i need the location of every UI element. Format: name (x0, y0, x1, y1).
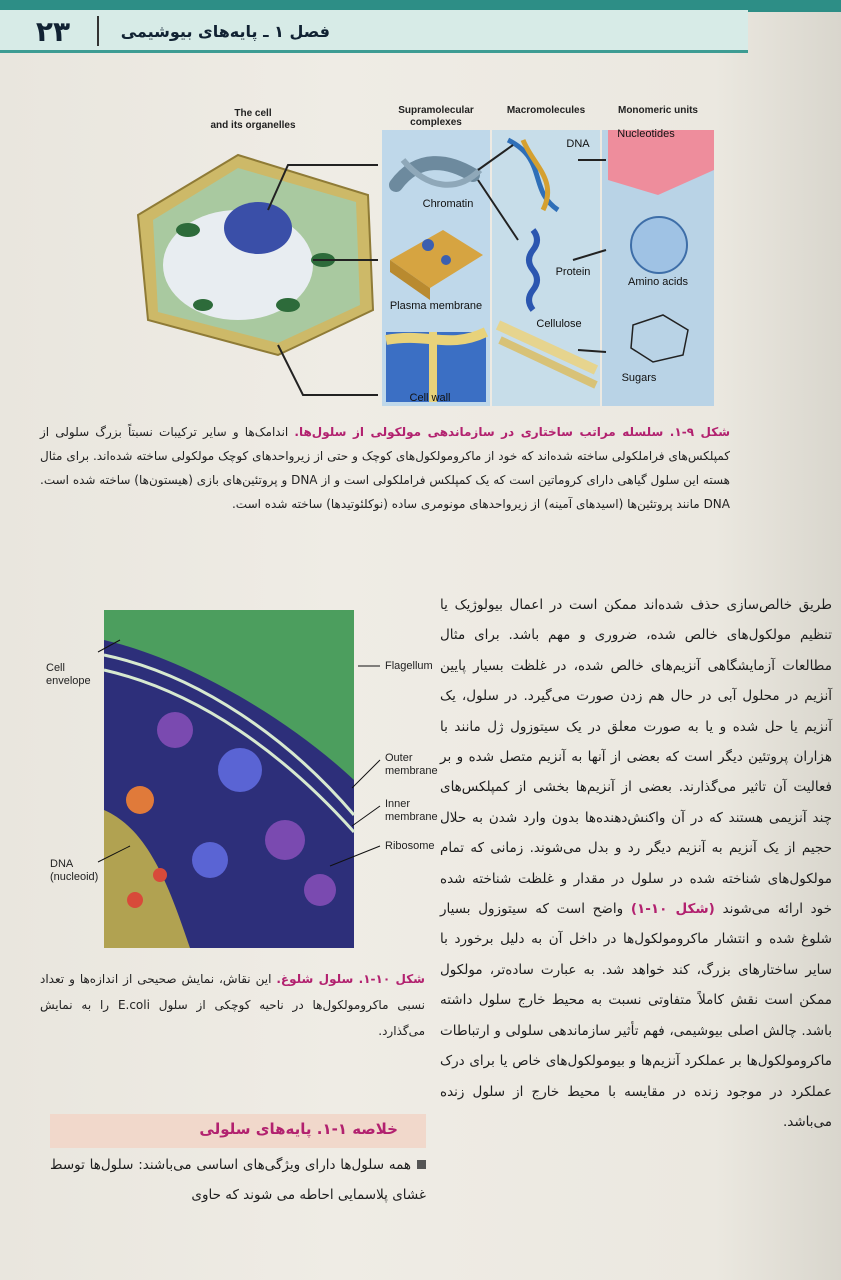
label-plasma-membrane: Plasma membrane (389, 300, 483, 312)
figure-9-illustration (128, 100, 718, 410)
label-cell-wall: Cell wall (409, 392, 451, 404)
header-separator (97, 16, 99, 46)
label-dna-nucleoid: DNA (nucleoid) (50, 858, 99, 883)
label-nucleotides: Nucleotides (617, 128, 675, 140)
figure-10-caption-lead: شکل ۱۰-۱. سلول شلوغ. (276, 972, 425, 986)
label-ribosome: Ribosome (385, 840, 435, 852)
page-number: ۲۳ (35, 15, 71, 48)
figure-10-caption (40, 966, 425, 1044)
label-cellulose: Cellulose (536, 318, 582, 330)
label-flagellum: Flagellum (385, 660, 433, 672)
label-macromolecules: Macromolecules (506, 105, 586, 116)
label-dna: DNA (566, 138, 590, 150)
label-chromatin: Chromatin (422, 198, 474, 210)
body-paragraph (440, 590, 832, 1137)
page-header (0, 0, 841, 70)
figure-reference: (شکل ۱۰-۱) (630, 901, 715, 918)
amino-acid-image (631, 217, 687, 273)
label-inner-membrane: Inner membrane (385, 798, 438, 823)
body-text-part-1: طریق خالص‌سازی حذف شده‌اند ممکن است در اعمال بیولوژیک یا تنظیم مولکول‌های خالص شده، ضروری و مهم باشد. برای مثال مطالعات آزمایشگاهی آنزیم‌های خالص شده، در غلظت بسیار پایین آنزیم در محلول آبی در حال هم زدن صورت می‌گیرد. در سلول، یک آنزیم یا حل شده و یا به صورت معلق در یک سیتوزول ژل مانند با هزاران پروتئین دیگر است که بعضی از آنها به آنزیم متصل شده و بر فعالیت آن تاثیر می‌گذارند. بعضی از آنزیم‌ها بخشی از کمپلکس‌های چند آنزیمی هستند که در آن واکنش‌دهنده‌ها بدون وارد شدن به حلال حجیم از یک آنزیم به آنزیم دیگر رد و بدل می‌شوند. زمانی که تمام مولکول‌های شناخته شده در سلول در مقدار و غلظت شناخته شده خود ارائه می‌شوند (440, 597, 833, 918)
label-cell-organelles: The cell and its organelles (210, 108, 296, 131)
body-text-part-2: واضح است که سیتوزول بسیار شلوغ شده و انتشار ماکرومولکول‌ها در داخل آن به دلیل برخورد با سایر ساختارهای بزرگ، کند خواهد شد. به عبارت ساده‌تر، مولکول ممکن است نقش کاملاً متفاوتی نسبت به محیط خارج سلول داشته باشد. چالش اصلی بیوشیمی، فهم تأثیر سازماندهی سلولی و ارتباطات ماکرومولکول‌ها بر عملکرد آنزیم‌ها و بیومولکول‌های خاص یا برای درک عملکرد در موجود زنده در مقایسه با محیط خارج از سلول زنده می‌باشد. (440, 901, 832, 1130)
chapter-title: فصل ۱ ـ پایه‌های بیوشیمی (120, 22, 330, 41)
label-protein: Protein (555, 266, 591, 278)
plant-cell (138, 155, 373, 355)
figure-10 (40, 600, 440, 960)
label-outer-membrane: Outer membrane (385, 752, 438, 777)
summary-text (50, 1150, 426, 1210)
label-sugars: Sugars (621, 372, 657, 384)
figure-10-caption-body: این نقاش، نمایش صحیحی از اندازه‌ها و تعداد نسبی ماکرومولکول‌ها در ناحیه کوچکی از سلول E.coli را به نمایش می‌گذارد. (40, 972, 425, 1038)
label-cell-envelope: Cell envelope (46, 662, 91, 687)
figure-9 (128, 100, 718, 410)
summary-body: همه سلول‌ها دارای ویژگی‌های اساسی می‌باشند: سلول‌ها توسط غشای پلاسمایی احاطه می شوند که حاوی (50, 1157, 426, 1203)
figure-9-caption-lead: شکل ۹-۱. سلسله مراتب ساختاری در سازماندهی مولکولی از سلول‌ها. (294, 425, 731, 439)
bullet-square-icon (417, 1160, 426, 1169)
label-amino-acids: Amino acids (628, 276, 688, 288)
label-supramolecular: Supramolecular complexes (398, 105, 474, 128)
summary-title: خلاصه ۱-۱. پایه‌های سلولی (199, 1120, 398, 1138)
summary-heading-box (50, 1114, 426, 1148)
figure-10-illustration (40, 600, 440, 960)
figure-9-caption-body: اندامک‌ها و سایر ترکیبات نسبتاً بزرگ سلولی از کمپلکس‌های فراملکولی ساخته شده‌اند که خود از ماکرومولکول‌های کوچک و حتی از زیرواحدهای کوچک مولکولی ساخته شده‌اند. برای مثال هسته این سلول گیاهی دارای کروماتین است که یک کمپلکس فراملکولی است و از DNA و پروتئین‌های بازی (هیستون‌ها) ساخته شده است. DNA مانند پروتئین‌ها (اسیدهای آمینه) از زیرواحدهای مونومری ساده (نوکلئوتیدها) ساخته شده است. (40, 425, 731, 511)
figure-9-caption (40, 420, 730, 516)
label-monomeric: Monomeric units (617, 105, 698, 116)
